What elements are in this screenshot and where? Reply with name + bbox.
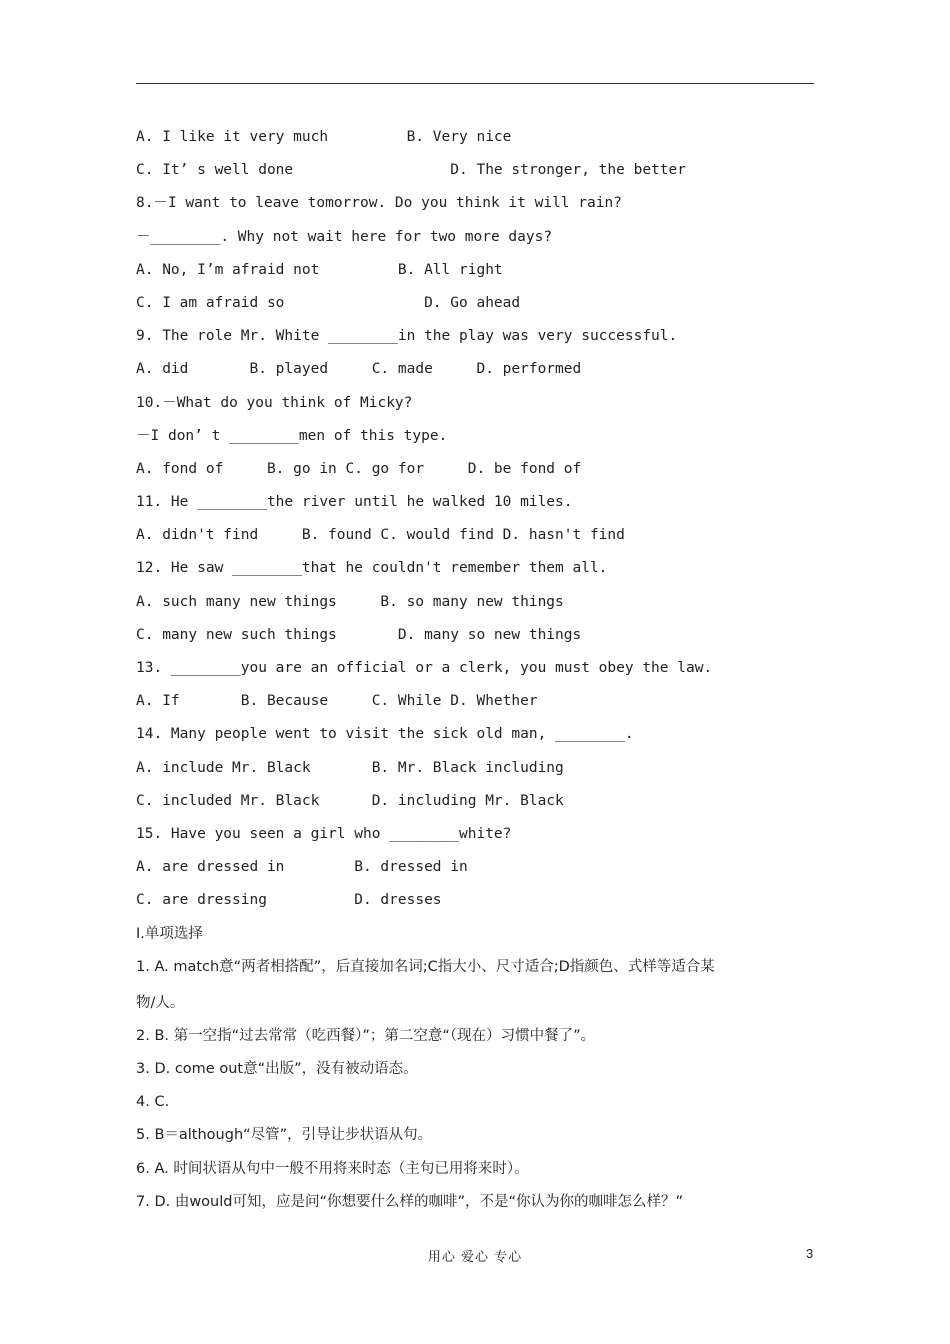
answer-line: 4. C. xyxy=(136,1094,170,1111)
text-line: 11. He ________the river until he walked 10 miles. xyxy=(136,494,573,511)
text-line: A. If B. Because C. While D. Whether xyxy=(136,693,538,710)
text-line: A. No, I’m afraid not B. All right xyxy=(136,261,503,278)
answer-line: 1. A. match意“两者相搭配”，后直接加名词;C指大小、尺寸适合;D指颜色、式样等适合某 xyxy=(136,958,715,975)
text-line: A. include Mr. Black B. Mr. Black including xyxy=(136,759,564,776)
text-line: C. It’ s well done D. The stronger, the better xyxy=(136,162,686,179)
answer-line: 3. D. come out意“出版”，没有被动语态。 xyxy=(136,1061,418,1078)
answer-line: 7. D. 由would可知，应是问“你想要什么样的咖啡”，不是“你认为你的咖啡怎么样？” xyxy=(136,1193,684,1210)
text-line: A. didn't find B. found C. would find D. hasn't find xyxy=(136,527,625,544)
text-line: A. such many new things B. so many new things xyxy=(136,593,564,610)
answer-line: 5. B＝although“尽管”，引导让步状语从句。 xyxy=(136,1127,433,1144)
text-line: C. are dressing D. dresses xyxy=(136,892,442,909)
text-line: C. many new such things D. many so new things xyxy=(136,626,582,643)
text-line: －I don’ t ________men of this type. xyxy=(136,427,448,444)
answers-section-title: Ⅰ.单项选择 xyxy=(136,925,203,942)
text-line: 15. Have you seen a girl who ________white? xyxy=(136,825,512,842)
text-line: 13. ________you are an official or a clerk, you must obey the law. xyxy=(136,660,713,676)
text-line: A. fond of B. go in C. go for D. be fond of xyxy=(136,460,582,477)
text-line: A. I like it very much B. Very nice xyxy=(136,129,512,145)
text-line: 12. He saw ________that he couldn't remember them all. xyxy=(136,560,608,577)
text-line: C. I am afraid so D. Go ahead xyxy=(136,294,521,311)
answer-line: 6. A. 时间状语从句中一般不用将来时态（主句已用将来时）。 xyxy=(136,1160,529,1177)
page-number: 3 xyxy=(806,1246,814,1261)
text-line: 8.－I want to leave tomorrow. Do you think it will rain? xyxy=(136,195,622,212)
text-line: 9. The role Mr. White ________in the play was very successful. xyxy=(136,328,678,345)
text-line: A. did B. played C. made D. performed xyxy=(136,361,582,378)
footer-motto: 用心 爱心 专心 xyxy=(427,1250,523,1265)
text-line: 14. Many people went to visit the sick old man, ________. xyxy=(136,726,634,743)
text-line: C. included Mr. Black D. including Mr. Black xyxy=(136,792,564,809)
text-line: A. are dressed in B. dressed in xyxy=(136,859,468,876)
answer-line: 2. B. 第一空指“过去常常（吃西餐）”；第二空意“（现在）习惯中餐了”。 xyxy=(136,1027,596,1044)
document-body xyxy=(136,124,816,1222)
text-line: －________. Why not wait here for two more days? xyxy=(136,228,553,245)
answer-line: 物/人。 xyxy=(136,994,185,1011)
text-line: 10.－What do you think of Micky? xyxy=(136,394,413,411)
header-rule xyxy=(136,83,814,84)
